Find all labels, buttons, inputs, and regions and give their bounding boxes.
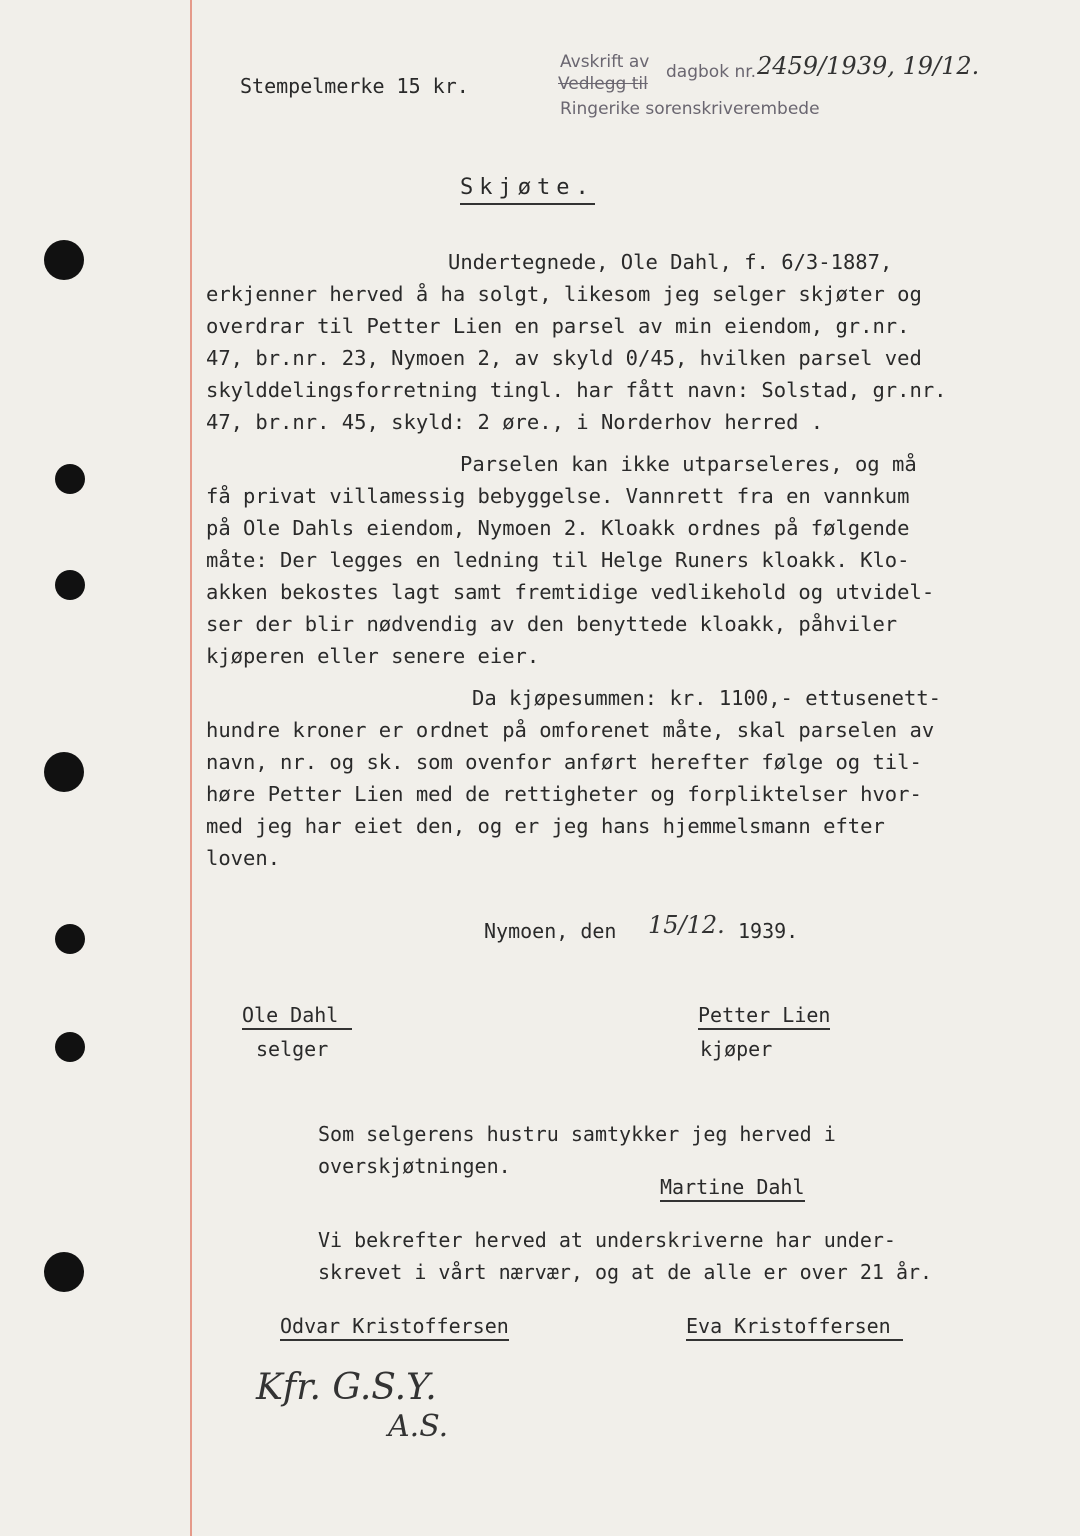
punch-hole [44,1252,84,1292]
margin-rule [190,0,192,1536]
paragraph-line: Undertegnede, Ole Dahl, f. 6/3-1887, [448,250,893,274]
date-place: Nymoen, den [484,919,617,943]
paragraph-line: hundre kroner er ordnet på omforenet måte, skal parselen av [206,718,935,742]
punch-hole [55,464,85,494]
handwritten-diary-number: 2459/1939, 19/12. [757,52,980,80]
buyer-signature: Petter Lien [698,1005,830,1030]
paragraph-line: skylddelingsforretning tingl. har fått navn: Solstad, gr.nr. [206,378,947,402]
paragraph-line: akken bekostes lagt samt fremtidige vedlikehold og utvidel- [206,580,935,604]
paragraph-line: med jeg har eiet den, og er jeg hans hjemmelsmann efter [206,814,885,838]
paragraph-line: måte: Der legges en ledning til Helge Runers kloakk. Klo- [206,548,910,572]
witness-line: skrevet i vårt nærvær, og at de alle er over 21 år. [318,1260,933,1284]
seller-role: selger [256,1037,329,1061]
paragraph-line: overdrar til Petter Lien en parsel av min eiendom, gr.nr. [206,314,910,338]
paragraph-line: på Ole Dahls eiendom, Nymoen 2. Kloakk ordnes på følgende [206,516,910,540]
witness-line: Vi bekrefter herved at underskriverne har under- [318,1228,896,1252]
punch-hole [55,924,85,954]
punch-hole [55,570,85,600]
buyer-role: kjøper [700,1037,773,1061]
stamp-attachment-to: Vedlegg til [558,74,648,94]
stamp-copy-of: Avskrift av [560,52,650,72]
paragraph-line: kjøperen eller senere eier. [206,644,540,668]
stamp-diary-number-label: dagbok nr. [666,62,757,82]
paragraph-line: navn, nr. og sk. som ovenfor anført herefter følge og til- [206,750,922,774]
punch-hole [44,240,84,280]
witness-signature-1: Odvar Kristoffersen [280,1316,509,1341]
stamp-fee: Stempelmerke 15 kr. [240,74,469,98]
date-year: 1939. [738,919,799,943]
paragraph-line: erkjenner herved å ha solgt, likesom jeg selger skjøter og [206,282,922,306]
paragraph-line: høre Petter Lien med de rettigheter og forpliktelser hvor- [206,782,922,806]
paragraph-line: ser der blir nødvendig av den benyttede kloakk, påhviler [206,612,898,636]
paragraph-line: Parselen kan ikke utparseleres, og må [460,452,917,476]
spouse-signature: Martine Dahl [660,1177,805,1202]
paragraph-line: 47, br.nr. 23, Nymoen 2, av skyld 0/45, hvilken parsel ved [206,346,922,370]
handwritten-date: 15/12. [648,911,725,939]
document-title: Skjøte. [460,177,595,205]
punch-hole [55,1032,85,1062]
paragraph-line: Da kjøpesummen: kr. 1100,- ettusenett- [472,686,941,710]
consent-line: overskjøtningen. [318,1154,511,1178]
handwritten-initials: A.S. [388,1409,449,1444]
paragraph-line: loven. [206,846,281,870]
stamp-office: Ringerike sorenskriverembede [560,99,820,119]
consent-line: Som selgerens hustru samtykker jeg herved i [318,1122,836,1146]
punch-hole [44,752,84,792]
paragraph-line: 47, br.nr. 45, skyld: 2 øre., i Norderhov herred . [206,410,824,434]
handwritten-note: Kfr. G.S.Y. [256,1367,437,1408]
paragraph-line: få privat villamessig bebyggelse. Vannrett fra en vannkum [206,484,910,508]
seller-signature: Ole Dahl [242,1005,352,1030]
witness-signature-2: Eva Kristoffersen [686,1316,903,1341]
